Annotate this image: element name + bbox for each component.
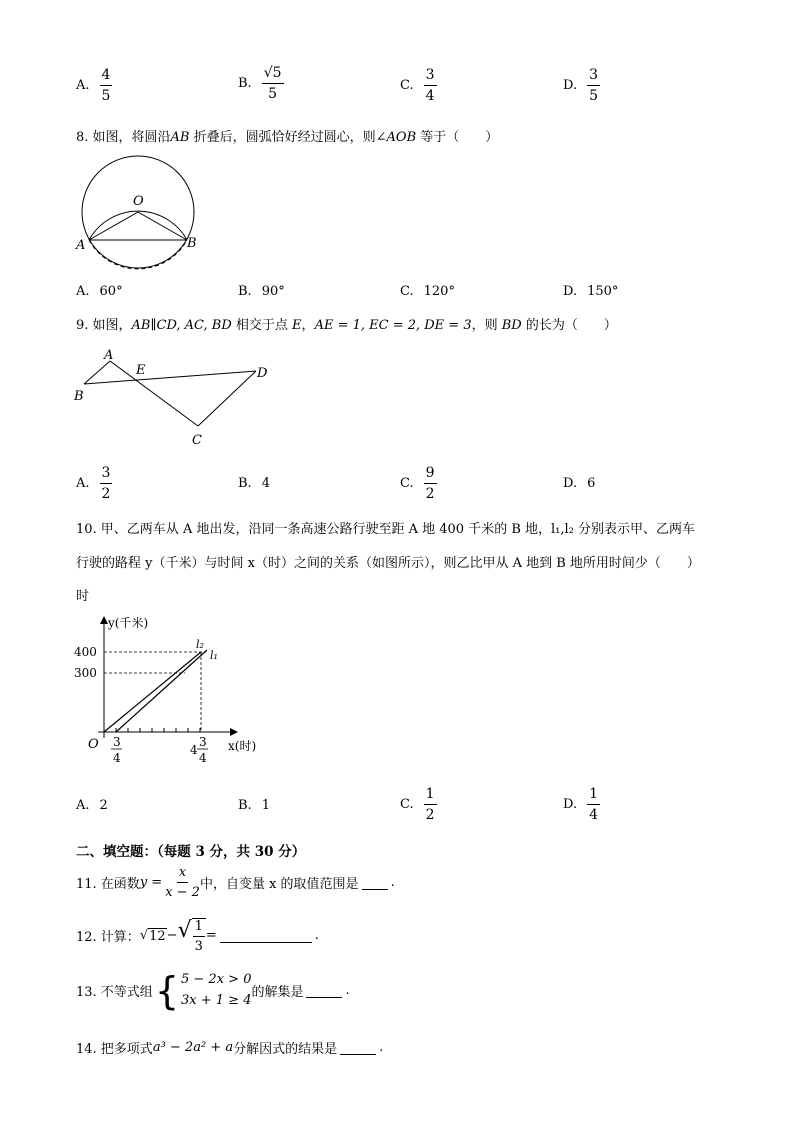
inequality-system: 5 − 2x > 0 3x + 1 ≥ 4 [181,972,252,1008]
y-axis-arrow [100,616,108,624]
fraction: $\frac{√5}{5}$ [263,65,282,102]
q10-option-b: B. 1 [238,798,270,813]
q10-stem-line3: 时 [76,589,90,604]
y-tick-300: 300 [74,666,97,680]
label-a: A [76,238,86,253]
label-c: C [192,433,202,448]
option-letter: B. [238,76,252,91]
fraction: $\frac{3}{5}$ [589,67,599,104]
line-l1 [104,652,201,732]
origin-label: O [88,737,99,752]
brace-icon: { [154,968,179,1013]
answer-blank[interactable] [362,875,388,890]
fraction: $\frac{x}{x - 2}$ [165,865,200,900]
fraction: $\frac{1}{3}$ [194,919,203,954]
x-axis-arrow [230,728,238,736]
l2-label: l₂ [196,638,204,651]
q8-circle-diagram [70,152,210,276]
q10-option-a: A. 2 [76,798,108,813]
y-tick-400: 400 [74,645,97,659]
fraction: $\frac{3}{4}$ [425,67,435,104]
segment-ab [84,361,110,384]
q10-stem-line2: 行驶的路程 y（千米）与时间 x（时）之间的关系（如图所示），则乙比甲从 A 地到 B 地所用时间少（ ） [76,556,700,571]
q9-option-b: B. 4 [238,476,270,491]
q8-option-c: C. 120° [400,284,455,299]
q7-option-c [400,68,437,103]
fraction: $\frac{1}{2}$ [425,786,435,823]
q10-graph [70,612,280,774]
section-heading: 二、填空题：（每题 3 分，共 30 分） [76,844,306,860]
x-tick-four-den: 4 [199,751,207,765]
x-axis-ticks [116,728,200,732]
original-arc-dashed [89,240,187,269]
q14: 14. 把多项式 a³ − 2a² + a 分解因式的结果是 . [76,1040,384,1057]
fraction: $\frac{3}{2}$ [101,465,111,502]
q9-option-c: C. $\frac{9}{2}$ [400,465,435,502]
label-b: B [74,389,84,404]
q8-option-a: A. 60° [76,284,123,299]
q10-option-d: D. $\frac{1}{4}$ [563,786,599,823]
sqrt-icon: √ [177,918,192,943]
sqrt-icon: √ [139,927,149,943]
x-axis-label: x(时) [228,739,257,753]
y-axis-label: y(千米) [108,616,149,630]
answer-blank[interactable] [220,928,312,943]
x-tick-four-whole: 4 [190,743,198,757]
q9-stem: 9. 如图，AB∥CD, AC, BD 相交于点 E，AE = 1, EC = 2, DE = 3，则 BD 的长为（ ） [76,318,617,333]
q8-option-b: B. 90° [238,284,285,299]
q12: 12. 计算： √ 12 − √ $\frac{1}{3}$ = . [76,918,319,954]
q11: 11. 在函数 y = $\frac{x}{x - 2}$ 中，自变量 x 的取值范围是 . [76,865,395,900]
answer-blank[interactable] [340,1040,376,1055]
option-letter: A. [76,78,90,93]
segment-cd [198,371,256,426]
x-tick-three-quarter-num: 3 [113,735,121,749]
segment-bd [84,371,256,384]
sqrt-fraction [178,918,206,953]
q10-stem-line1: 10. 甲、乙两车从 A 地出发，沿同一条高速公路行驶至距 A 地 400 千米的 B 地，l₁,l₂ 分别表示甲、乙两车 [76,522,696,537]
fraction: $\frac{9}{2}$ [425,465,435,502]
x-tick-three-quarter-den: 4 [113,751,121,765]
answer-blank[interactable] [306,983,342,998]
fraction: $\frac{1}{4}$ [589,786,599,823]
line-l2 [116,650,207,732]
segment-ac [110,361,198,426]
q8-stem: 8. 如图，将圆沿AB 折叠后，圆弧恰好经过圆心，则∠AOB 等于（ ） [76,130,499,145]
q7-option-d [563,68,600,103]
q13: 13. 不等式组 { 5 − 2x > 0 3x + 1 ≥ 4 的解集是 . [76,968,350,1013]
q7-option-a [76,68,112,103]
option-letter: C. [400,78,414,93]
label-o: O [133,194,144,209]
q7-option-b [238,66,284,101]
fraction: $\frac{4}{5}$ [101,67,111,104]
l1-label: l₁ [210,649,218,662]
label-b: B [187,236,197,251]
label-d: D [257,366,268,381]
q8-option-d: D. 150° [563,284,619,299]
sqrt-12: √ 12 [139,927,166,944]
option-letter: D. [563,78,578,93]
q9-option-d: D. 6 [563,476,596,491]
folded-arc [89,211,187,240]
q9-option-a: A. $\frac{3}{2}$ [76,465,111,502]
x-tick-four-num: 3 [199,735,207,749]
q9-triangle-diagram [70,344,280,450]
label-a: A [104,348,114,363]
label-e: E [136,363,146,378]
q10-option-c: C. $\frac{1}{2}$ [400,786,435,823]
